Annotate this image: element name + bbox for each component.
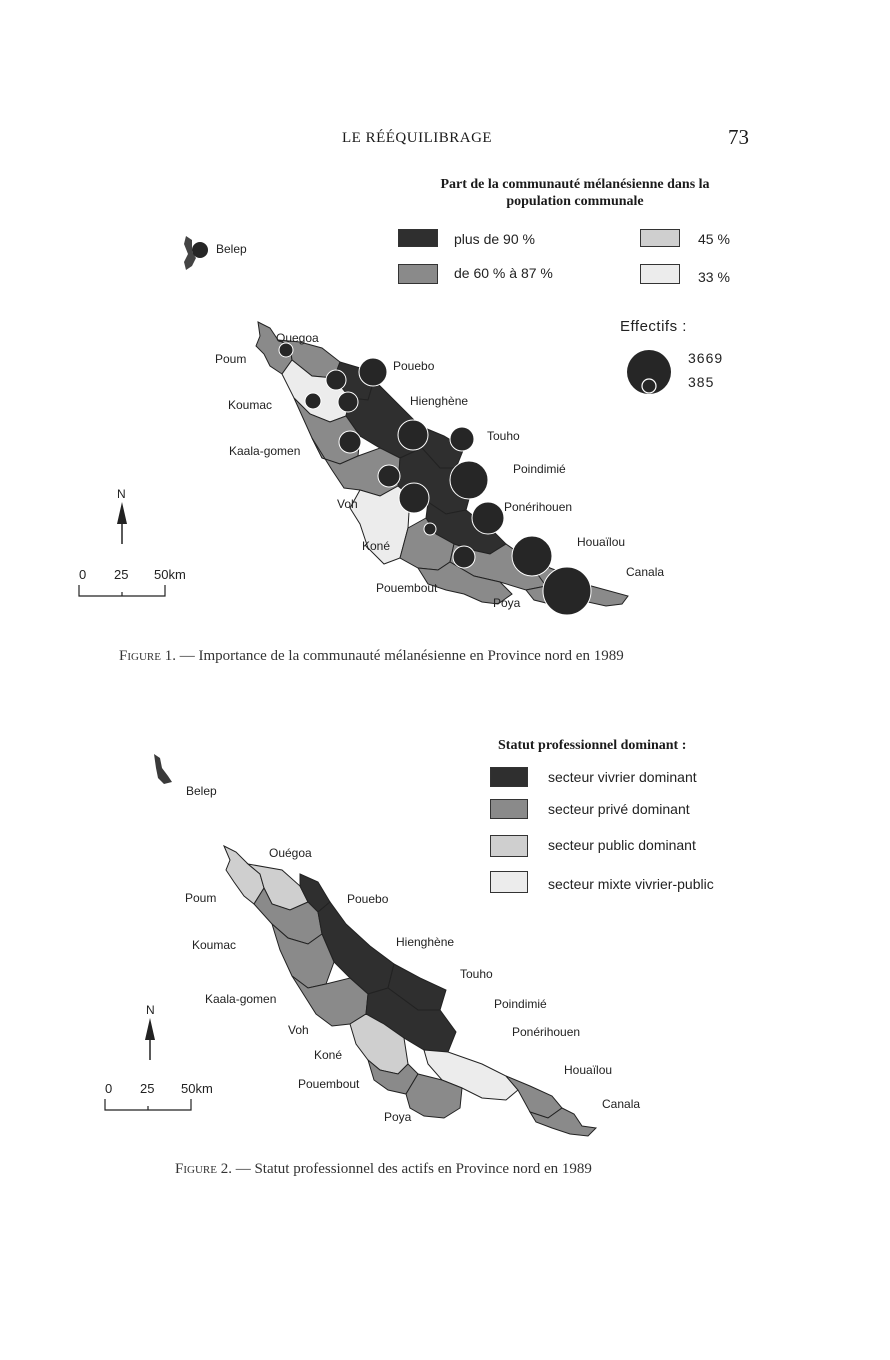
fig2-label-hienghene: Hienghène bbox=[396, 935, 455, 949]
fig2-scale-50: 50km bbox=[181, 1081, 213, 1096]
fig1-effectifs-max: 3669 bbox=[688, 350, 724, 366]
fig1-legend-swatch-very-dark bbox=[398, 229, 438, 247]
fig1-legend-label-33: 33 % bbox=[698, 269, 730, 285]
fig2-commune-hienghene bbox=[318, 902, 394, 994]
fig2-legend-swatch-prive bbox=[490, 799, 528, 819]
fig2-caption bbox=[175, 1161, 592, 1178]
fig1-north-arrow-icon bbox=[112, 502, 132, 544]
fig1-label-touho: Touho bbox=[487, 429, 520, 443]
fig2-legend-label-vivrier: secteur vivrier dominant bbox=[548, 769, 697, 785]
fig2-label-voh: Voh bbox=[288, 1023, 309, 1037]
fig1-label-poya: Poya bbox=[493, 596, 521, 610]
fig1-legend-title-line1: Part de la communauté mélanésienne dans la bbox=[440, 177, 710, 192]
running-header: LE RÉÉQUILIBRAGE bbox=[342, 130, 493, 146]
fig2-north-label: N bbox=[146, 1003, 155, 1017]
fig2-scale-0: 0 bbox=[105, 1081, 113, 1096]
fig2-label-houailou: Houaïlou bbox=[564, 1063, 613, 1077]
fig2-caption-text: — Statut professionnel des actifs en Province nord en 1989 bbox=[231, 1161, 592, 1177]
fig1-effectifs-small-circle bbox=[642, 379, 656, 393]
fig1-label-kaala: Kaala-gomen bbox=[229, 444, 301, 458]
fig2-label-poum: Poum bbox=[185, 891, 217, 905]
fig2-legend-title: Statut professionnel dominant : bbox=[498, 738, 687, 753]
fig2-commune-houailou bbox=[506, 1076, 562, 1118]
fig1-label-koumac: Koumac bbox=[228, 398, 273, 412]
fig2-legend-label-mixte: secteur mixte vivrier-public bbox=[548, 876, 714, 892]
fig2-legend-label-public: secteur public dominant bbox=[548, 837, 696, 853]
fig1-label-houailou: Houaïlou bbox=[577, 535, 626, 549]
fig1-belep-island bbox=[180, 234, 210, 274]
fig2-scale-25: 25 bbox=[140, 1081, 155, 1096]
fig1-legend-swatch-light bbox=[640, 229, 680, 247]
fig2-map bbox=[218, 838, 603, 1138]
fig1-legend-label-60-87: de 60 % à 87 % bbox=[454, 265, 553, 281]
fig1-effectifs-label: Effectifs : bbox=[620, 318, 687, 335]
fig1-scale-25: 25 bbox=[114, 567, 129, 582]
page-number: 73 bbox=[728, 125, 749, 149]
fig2-label-canala: Canala bbox=[602, 1097, 641, 1111]
fig2-label-ponerihouen: Ponérihouen bbox=[512, 1025, 581, 1039]
fig2-label-touho: Touho bbox=[460, 967, 493, 981]
fig1-map bbox=[250, 318, 635, 618]
fig1-effectifs-min: 385 bbox=[688, 374, 715, 390]
fig2-scale-bar bbox=[104, 1098, 194, 1112]
fig1-scale-50: 50km bbox=[154, 567, 186, 582]
fig1-legend-swatch-very-light bbox=[640, 264, 680, 284]
fig2-label-koumac: Koumac bbox=[192, 938, 237, 952]
fig2-label-kone: Koné bbox=[314, 1048, 343, 1062]
fig2-label-ouegoa: Ouégoa bbox=[269, 846, 312, 860]
fig1-label-pouebo: Pouebo bbox=[393, 359, 435, 373]
fig1-label-ponerihouen: Ponérihouen bbox=[504, 500, 573, 514]
fig2-belep-island bbox=[150, 752, 180, 788]
fig1-legend-label-over-90: plus de 90 % bbox=[454, 231, 535, 247]
fig2-label-belep: Belep bbox=[186, 784, 217, 798]
fig1-label-voh: Voh bbox=[337, 497, 358, 511]
fig1-caption-text: — Importance de la communauté mélanésienne en Province nord en 1989 bbox=[175, 648, 624, 664]
fig1-label-ouegoa: Ouegoa bbox=[276, 331, 319, 345]
fig2-label-poindimie: Poindimié bbox=[494, 997, 547, 1011]
fig2-legend-label-prive: secteur privé dominant bbox=[548, 801, 690, 817]
fig1-label-poindimie: Poindimié bbox=[513, 462, 566, 476]
fig1-caption-label: Figure 1. bbox=[119, 648, 176, 664]
fig1-legend-label-45: 45 % bbox=[698, 231, 730, 247]
fig1-legend-swatch-dark bbox=[398, 264, 438, 284]
fig1-label-kone: Koné bbox=[362, 539, 391, 553]
fig1-north-label: N bbox=[117, 487, 126, 501]
fig1-label-hienghene: Hienghène bbox=[410, 394, 469, 408]
fig2-label-poya: Poya bbox=[384, 1110, 412, 1124]
fig2-north-arrow-icon bbox=[140, 1018, 160, 1060]
fig1-scale-bar bbox=[78, 584, 168, 598]
fig1-caption bbox=[119, 648, 624, 665]
fig1-label-belep: Belep bbox=[216, 242, 247, 256]
fig1-label-canala: Canala bbox=[626, 565, 665, 579]
fig2-label-pouembout: Pouembout bbox=[298, 1077, 360, 1091]
fig2-legend-swatch-vivrier bbox=[490, 767, 528, 787]
fig2-label-pouebo: Pouebo bbox=[347, 892, 389, 906]
fig1-label-pouembout: Pouembout bbox=[376, 581, 438, 595]
fig2-commune-poum bbox=[224, 846, 264, 904]
fig1-legend-title bbox=[405, 176, 745, 210]
fig2-label-kaala: Kaala-gomen bbox=[205, 992, 277, 1006]
fig2-caption-label: Figure 2. bbox=[175, 1161, 232, 1177]
fig1-label-poum: Poum bbox=[215, 352, 247, 366]
fig1-legend-title-line2: population communale bbox=[506, 194, 644, 209]
fig1-scale-0: 0 bbox=[79, 567, 87, 582]
